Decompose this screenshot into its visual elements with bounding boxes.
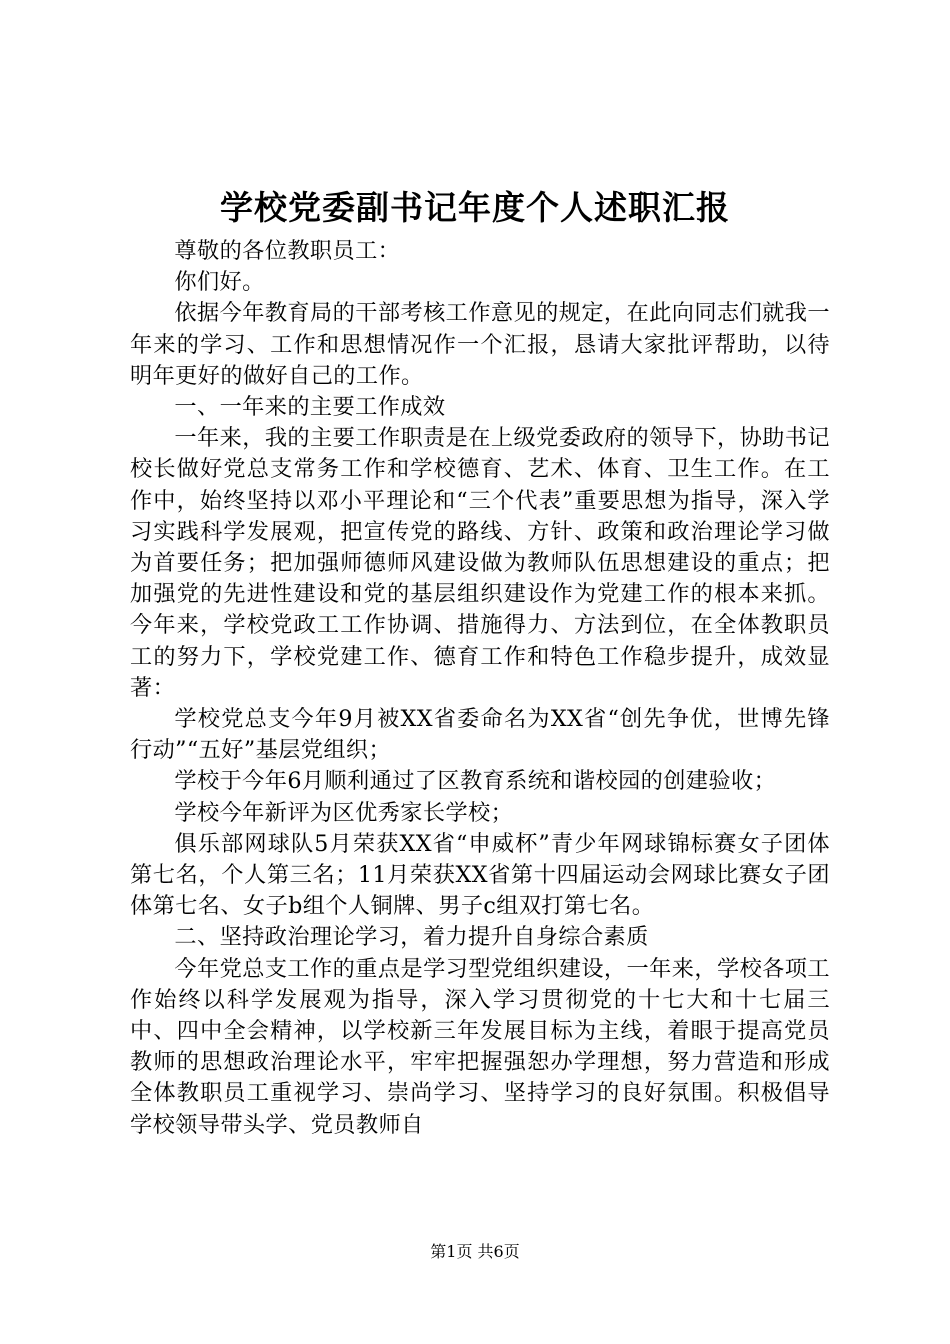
page-footer: 第1页 共6页	[430, 1242, 520, 1261]
achievement-item: 学校党总支今年9月被XX省委命名为XX省“创先争优，世博先锋行动”“五好”基层党组织；	[130, 706, 830, 764]
body-paragraph: 一年来，我的主要工作职责是在上级党委政府的领导下，协助书记校长做好党总支常务工作和学校德育、艺术、体育、卫生工作。在工作中，始终坚持以邓小平理论和“三个代表”重要思想为指导，深入学习实践科学发展观，把宣传党的路线、方针、政策和政治理论学习做为首要任务；把加强师德师风建设做为教师队伍思想建设的重点；把加强党的先进性建设和党的基层组织建设作为党建工作的根本来抓。今年来，学校党政工工作协调、措施得力、方法到位，在全体教职员工的努力下，学校党建工作、德育工作和特色工作稳步提升，成效显著：	[130, 425, 830, 701]
achievement-item: 俱乐部网球队5月荣获XX省“申威杯”青少年网球锦标赛女子团体第七名，个人第三名；11月荣获XX省第十四届运动会网球比赛女子团体第七名、女子b组个人铜牌、男子c组双打第七名。	[130, 830, 830, 920]
section-heading-2: 二、坚持政治理论学习，着力提升自身综合素质	[174, 924, 649, 951]
achievement-item: 学校今年新评为区优秀家长学校；	[174, 799, 514, 826]
salutation: 尊敬的各位教职员工：	[174, 238, 401, 264]
body-paragraph: 今年党总支工作的重点是学习型党组织建设，一年来，学校各项工作始终以科学发展观为指导，深入学习贯彻党的十七大和十七届三中、四中全会精神，以学校新三年发展目标为主线，着眼于提高党员教师的思想政治理论水平，牢牢把握强恕办学理想，努力营造和形成全体教职员工重视学习、崇尚学习、坚持学习的良好氛围。积极倡导学校领导带头学、党员教师自	[130, 955, 830, 1138]
section-heading-1: 一、一年来的主要工作成效	[174, 394, 446, 421]
greeting: 你们好。	[174, 269, 265, 296]
document-title: 学校党委副书记年度个人述职汇报	[220, 188, 730, 227]
document-body	[130, 236, 830, 1141]
intro-paragraph: 依据今年教育局的干部考核工作意见的规定，在此向同志们就我一年来的学习、工作和思想情况作一个汇报，恳请大家批评帮助，以待明年更好的做好自己的工作。	[130, 300, 830, 389]
achievement-item: 学校于今年6月顺利通过了区教育系统和谐校园的创建验收；	[174, 768, 777, 795]
